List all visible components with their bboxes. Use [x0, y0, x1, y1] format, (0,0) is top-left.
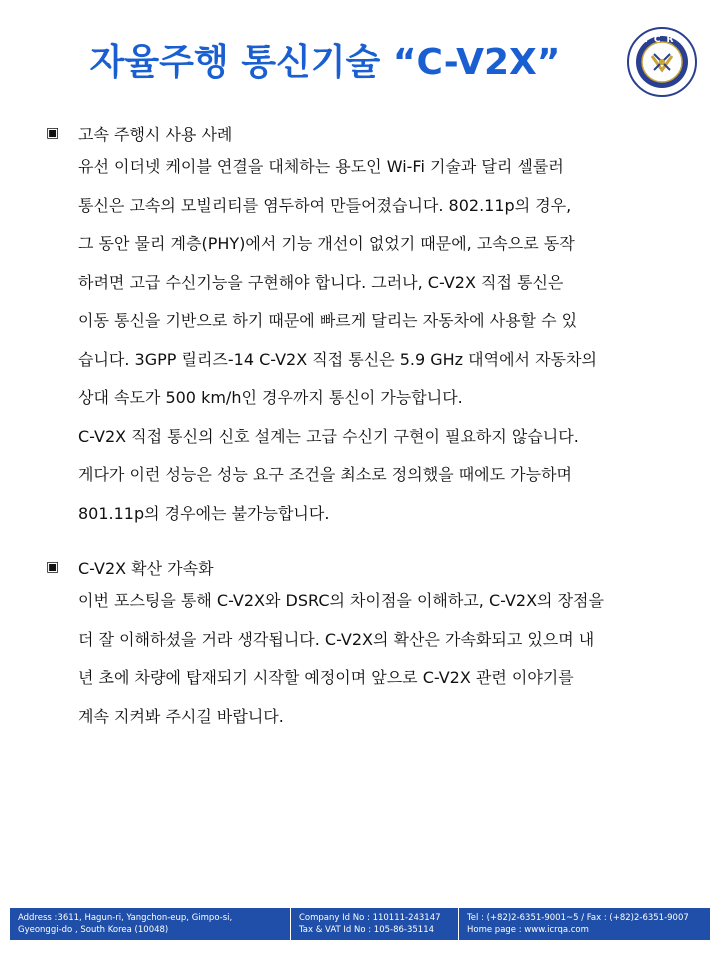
logo-text: ICR — [644, 35, 680, 45]
page-title: 자율주행 통신기술 “C-V2X” — [89, 42, 561, 83]
body-line: 년 초에 차량에 탑재되기 시작할 예정이며 앞으로 C-V2X 관련 이야기를 — [78, 668, 574, 687]
body-line: 801.11p의 경우에는 불가능합니다. — [78, 503, 330, 523]
body-line: 습니다. 3GPP 릴리즈-14 C-V2X 직접 통신은 5.9 GHz 대역에서 자동차의 — [78, 349, 597, 369]
footer-homepage[interactable]: Home page : www.icrqa.com — [467, 925, 589, 935]
body-line: 통신은 고속의 모빌리티를 염두하여 만들어졌습니다. 802.11p의 경우, — [78, 195, 572, 215]
section-heading — [46, 552, 706, 582]
body-line: 이번 포스팅을 통해 C-V2X와 DSRC의 차이점을 이해하고, C-V2X의 장점을 — [78, 591, 604, 610]
footer-address-line: Gyeonggi-do , South Korea (10048) — [18, 925, 169, 935]
body-line: 그 동안 물리 계층(PHY)에서 기능 개선이 없었기 때문에, 고속으로 동작 — [78, 234, 575, 253]
body-line: 게다가 이런 성능은 성능 요구 조건을 최소로 정의했을 때에도 가능하며 — [78, 465, 572, 484]
body-line: 유선 이더넷 케이블 연결을 대체하는 용도인 Wi-Fi 기술과 달리 셀룰러 — [78, 157, 564, 176]
body-line: 계속 지켜봐 주시길 바랍니다. — [78, 706, 284, 726]
footer-vat-id: Tax & VAT Id No : 105-86-35114 — [299, 925, 435, 935]
footer-company-id: Company Id No : 110111-243147 — [299, 913, 441, 923]
body-line: 이동 통신을 기반으로 하기 때문에 빠르게 달리는 자동차에 사용할 수 있 — [78, 311, 578, 330]
footer-tel-fax: Tel : (+82)2-6351-9001~5 / Fax : (+82)2-6351-9007 — [467, 913, 689, 923]
footer-address-line: Address :3611, Hagun-ri, Yangchon-eup, Gimpo-si, — [18, 913, 233, 923]
square-bullet-icon: ▣ — [46, 125, 60, 141]
square-bullet-icon: ▣ — [46, 559, 60, 575]
body-line: 더 잘 이해하셨을 거라 생각됩니다. C-V2X의 확산은 가속화되고 있으며 내 — [78, 629, 595, 649]
section-heading-text: 고속 주행시 사용 사례 — [78, 124, 233, 144]
body-line: 상대 속도가 500 km/h인 경우까지 통신이 가능합니다. — [78, 388, 463, 407]
footer-contact — [458, 908, 710, 940]
section-heading — [46, 118, 706, 148]
section-c-v2x-acceleration — [46, 552, 706, 736]
footer-ids — [290, 908, 458, 940]
body-line: 하려면 고급 수신기능을 구현해야 합니다. 그러나, C-V2X 직접 통신은 — [78, 272, 564, 292]
section-heading-text: C-V2X 확산 가속화 — [78, 558, 214, 578]
footer-address — [10, 908, 290, 940]
icr-logo — [626, 26, 698, 98]
page-footer — [10, 908, 710, 940]
section-high-speed-use-case — [46, 118, 706, 533]
body-line: C-V2X 직접 통신의 신호 설계는 고급 수신기 구현이 필요하지 않습니다. — [78, 426, 579, 446]
